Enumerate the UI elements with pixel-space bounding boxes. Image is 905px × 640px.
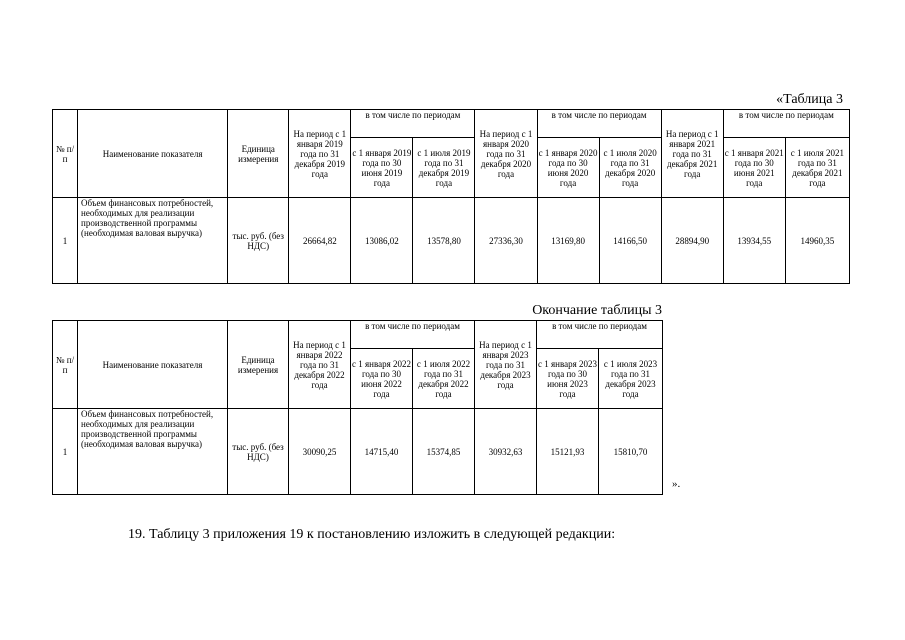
header-num: № п/п: [53, 110, 78, 198]
header-subperiod: с 1 января 2022 года по 30 июня 2022 года: [351, 349, 413, 409]
paragraph-19: 19. Таблицу 3 приложения 19 к постановлению изложить в следующей редакции:: [128, 527, 616, 542]
header-subperiod: с 1 января 2023 года по 30 июня 2023 года: [537, 349, 599, 409]
row-name: Объем финансовых потребностей, необходимых для реализации производственной программы (необходимая валовая выручка): [78, 198, 228, 284]
header-subperiod: с 1 июля 2019 года по 31 декабря 2019 года: [413, 138, 475, 198]
table1-caption: «Таблица 3: [776, 92, 843, 107]
row-value: 14166,50: [599, 198, 661, 284]
header-name: Наименование показателя: [78, 110, 228, 198]
header-sub: в том числе по периодам: [351, 110, 475, 138]
row-value: 26664,82: [289, 198, 351, 284]
table-row: [53, 198, 850, 284]
header-subperiod: с 1 июля 2022 года по 31 декабря 2022 года: [413, 349, 475, 409]
header-period: На период с 1 января 2022 года по 31 декабря 2022 года: [289, 321, 351, 409]
row-value: 14715,40: [351, 409, 413, 495]
row-value: 15121,93: [537, 409, 599, 495]
row-value: 15810,70: [599, 409, 663, 495]
row-name: Объем финансовых потребностей, необходимых для реализации производственной программы (необходимая валовая выручка): [78, 409, 228, 495]
row-num: 1: [53, 198, 78, 284]
row-value: 13934,55: [723, 198, 785, 284]
header-sub: в том числе по периодам: [537, 110, 661, 138]
header-sub: в том числе по периодам: [351, 321, 475, 349]
header-sub: в том числе по периодам: [537, 321, 663, 349]
header-period: На период с 1 января 2020 года по 31 декабря 2020 года: [475, 110, 537, 198]
row-value: 30932,63: [475, 409, 537, 495]
header-period: На период с 1 января 2021 года по 31 декабря 2021 года: [661, 110, 723, 198]
table-row: [53, 409, 663, 495]
row-value: 27336,30: [475, 198, 537, 284]
header-subperiod: с 1 января 2019 года по 30 июня 2019 года: [351, 138, 413, 198]
row-value: 13578,80: [413, 198, 475, 284]
row-unit: тыс. руб. (без НДС): [228, 198, 289, 284]
table2-caption: Окончание таблицы 3: [532, 303, 662, 318]
table2: [52, 320, 663, 495]
row-unit: тыс. руб. (без НДС): [228, 409, 289, 495]
header-subperiod: с 1 июля 2020 года по 31 декабря 2020 года: [599, 138, 661, 198]
header-period: На период с 1 января 2023 года по 31 декабря 2023 года: [475, 321, 537, 409]
header-sub: в том числе по периодам: [723, 110, 849, 138]
header-subperiod: с 1 июля 2021 года по 31 декабря 2021 года: [785, 138, 849, 198]
header-num: № п/п: [53, 321, 78, 409]
row-value: 13169,80: [537, 198, 599, 284]
row-value: 14960,35: [785, 198, 849, 284]
row-value: 30090,25: [289, 409, 351, 495]
header-subperiod: с 1 января 2020 года по 30 июня 2020 года: [537, 138, 599, 198]
row-value: 28894,90: [661, 198, 723, 284]
header-subperiod: с 1 января 2021 года по 30 июня 2021 года: [723, 138, 785, 198]
header-unit: Единица измерения: [228, 110, 289, 198]
header-period: На период с 1 января 2019 года по 31 декабря 2019 года: [289, 110, 351, 198]
header-subperiod: с 1 июля 2023 года по 31 декабря 2023 года: [599, 349, 663, 409]
table1: [52, 109, 850, 284]
header-unit: Единица измерения: [228, 321, 289, 409]
closing-quote: ».: [672, 478, 681, 490]
row-value: 15374,85: [413, 409, 475, 495]
row-num: 1: [53, 409, 78, 495]
header-name: Наименование показателя: [78, 321, 228, 409]
row-value: 13086,02: [351, 198, 413, 284]
